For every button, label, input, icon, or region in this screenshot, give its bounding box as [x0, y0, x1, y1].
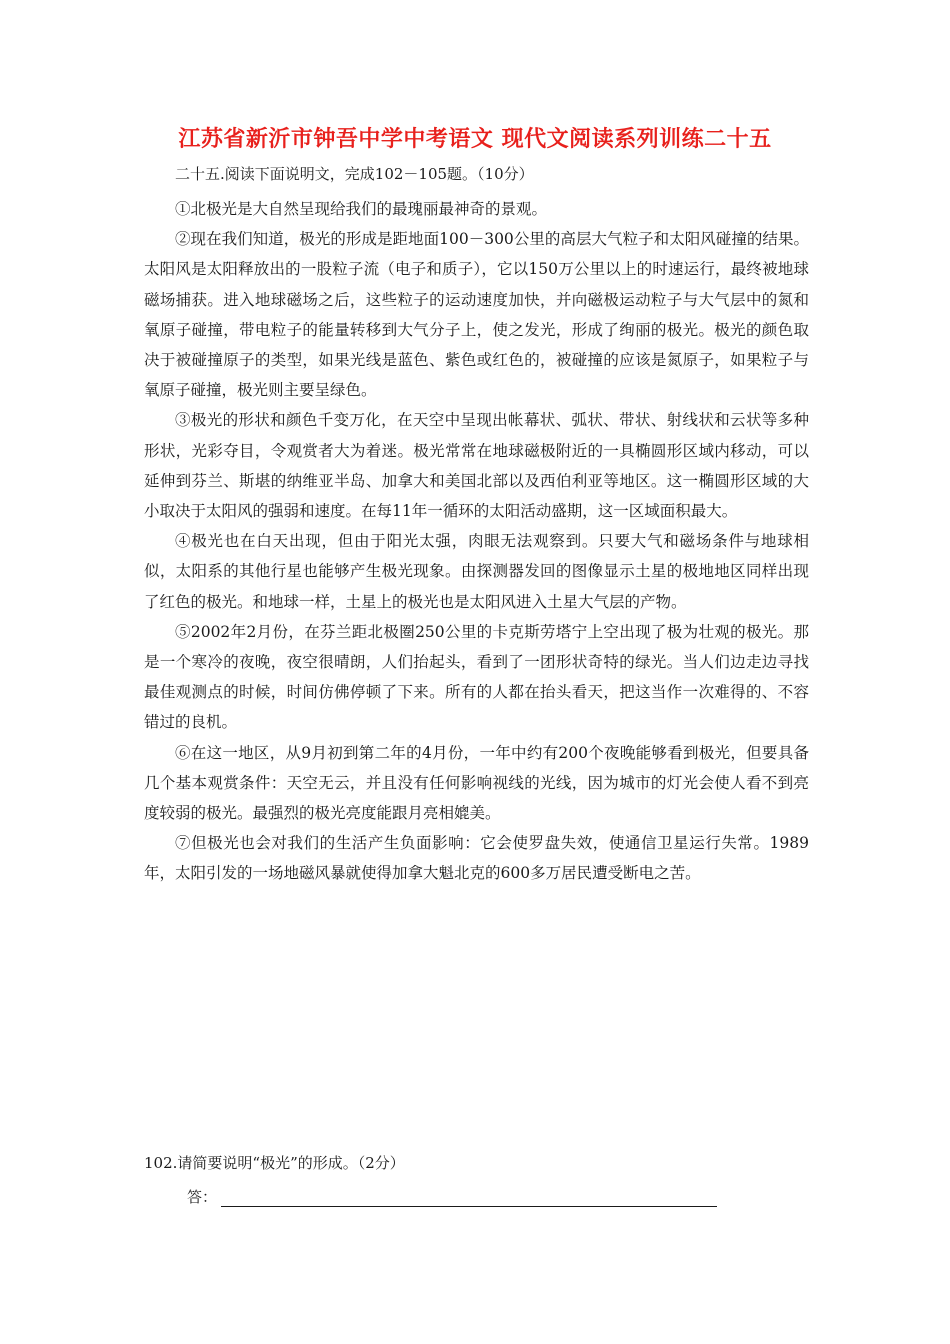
reading-instructions: 二十五.阅读下面说明文，完成102－105题。（10分）	[175, 165, 534, 183]
document-title: 江苏省新沂市钟吾中学中考语文 现代文阅读系列训练二十五	[178, 127, 772, 152]
answer-label: 答：	[187, 1188, 218, 1206]
paragraph-1: ①北极光是大自然呈现给我们的最瑰丽最神奇的景观。	[175, 200, 548, 218]
answer-row	[187, 1186, 717, 1207]
paragraph-2: ②现在我们知道，极光的形成是距地面100－300公里的高层大气粒子和太阳风碰撞的结果。太阳风是太阳释放出的一股粒子流（电子和质子），它以150万公里以上的时速运行，最终被地球磁场捕获。进入地球磁场之后，这些粒子的运动速度加快，并向磁极运动粒子与大气层中的氮和氧原子碰撞，带电粒子的能量转移到大气分子上，使之发光，形成了绚丽的极光。极光的颜色取决于被碰撞原子的类型，如果光线是蓝色、紫色或红色的，被碰撞的应该是氮原子，如果粒子与氧原子碰撞，极光则主要呈绿色。	[144, 230, 809, 400]
paragraph-6: ⑥在这一地区，从9月初到第二年的4月份，一年中约有200个夜晚能够看到极光，但要具备几个基本观赏条件：天空无云，并且没有任何影响视线的光线，因为城市的灯光会使人看不到亮度较弱的极光。最强烈的极光亮度能跟月亮相媲美。	[144, 743, 809, 823]
answer-line[interactable]	[221, 1188, 717, 1207]
paragraph-7: ⑦但极光也会对我们的生活产生负面影响：它会使罗盘失效，使通信卫星运行失常。1989年，太阳引发的一场地磁风暴就使得加拿大魁北克的600多万居民遭受断电之苦。	[144, 834, 809, 883]
question-102: 102.请简要说明“极光”的形成。（2分）	[144, 1154, 405, 1172]
article-body	[144, 194, 809, 889]
paragraph-3: ③极光的形状和颜色千变万化，在天空中呈现出帐幕状、弧状、带状、射线状和云状等多种形状，光彩夺目，令观赏者大为着迷。极光常常在地球磁极附近的一具椭圆形区域内移动，可以延伸到芬兰、斯堪的纳维亚半岛、加拿大和美国北部以及西伯利亚等地区。这一椭圆形区域的大小取决于太阳风的强弱和速度。在每11年一循环的太阳活动盛期，这一区域面积最大。	[144, 411, 809, 521]
paragraph-5: ⑤2002年2月份，在芬兰距北极圈250公里的卡克斯劳塔宁上空出现了极为壮观的极光。那是一个寒冷的夜晚，夜空很晴朗，人们抬起头，看到了一团形状奇特的绿光。当人们边走边寻找最佳观测点的时候，时间仿佛停顿了下来。所有的人都在抬头看天，把这当作一次难得的、不容错过的良机。	[144, 622, 809, 732]
paragraph-4: ④极光也在白天出现，但由于阳光太强，肉眼无法观察到。只要大气和磁场条件与地球相似，太阳系的其他行星也能够产生极光现象。由探测器发回的图像显示土星的极地地区同样出现了红色的极光。和地球一样，土星上的极光也是太阳风进入土星大气层的产物。	[144, 532, 809, 611]
